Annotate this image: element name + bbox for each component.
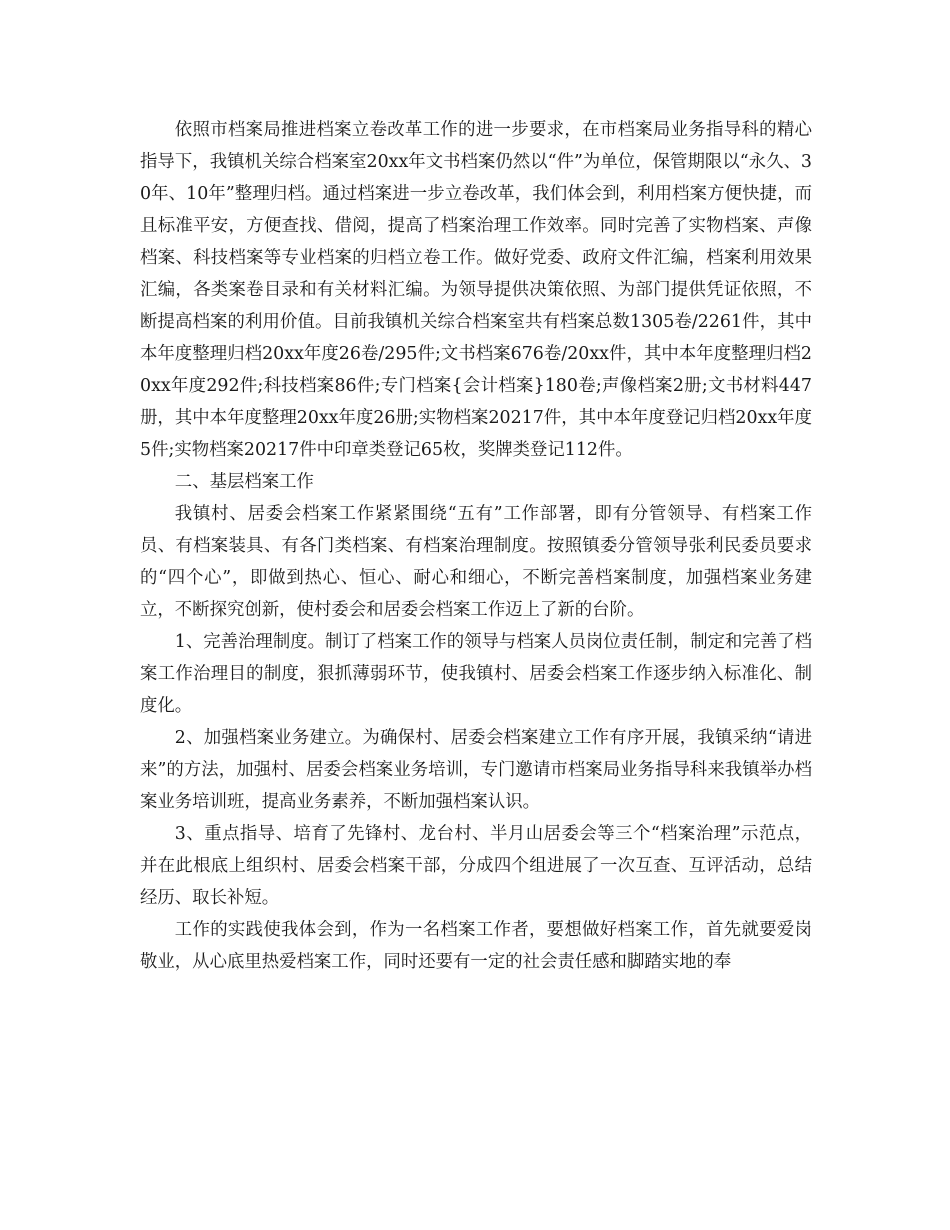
section-heading-grassroots-archives: 二、基层档案工作 xyxy=(174,472,314,492)
document-body xyxy=(140,114,812,978)
paragraph-item-2-business-building: 2、加强档案业务建立。为确保村、居委会档案建立工作有序开展，我镇采纳“请进来”的方法，加强村、居委会档案业务培训，专门邀请市档案局业务指导科来我镇举办档案业务培训班，提高业务素养，不断加强档案认识。 xyxy=(140,728,812,812)
paragraph-five-haves: 我镇村、居委会档案工作紧紧围绕“五有”工作部署，即有分管领导、有档案工作员、有档案装具、有各门类档案、有档案治理制度。按照镇委分管领导张利民委员要求的“四个心”，即做到热心、恒心、耐心和细心，不断完善档案制度，加强档案业务建立，不断探究创新，使村委会和居委会档案工作迈上了新的台阶。 xyxy=(140,504,812,620)
paragraph-item-3-demonstration-sites: 3、重点指导、培育了先锋村、龙台村、半月山居委会等三个“档案治理”示范点，并在此根底上组织村、居委会档案干部，分成四个组进展了一次互查、互评活动，总结经历、取长补短。 xyxy=(140,824,812,908)
paragraph-item-1-management-system: 1、完善治理制度。制订了档案工作的领导与档案人员岗位责任制，制定和完善了档案工作治理目的制度，狠抓薄弱环节，使我镇村、居委会档案工作逐步纳入标准化、制度化。 xyxy=(140,632,812,716)
paragraph-work-experience: 工作的实践使我体会到，作为一名档案工作者，要想做好档案工作，首先就要爱岗敬业，从心底里热爱档案工作，同时还要有一定的社会责任感和脚踏实地的奉 xyxy=(140,920,812,972)
paragraph-archive-reform: 依照市档案局推进档案立卷改革工作的进一步要求，在市档案局业务指导科的精心指导下，我镇机关综合档案室20xx年文书档案仍然以“件”为单位，保管期限以“永久、30年、10年”整理归档。通过档案进一步立卷改革，我们体会到，利用档案方便快捷，而且标准平安，方便查找、借阅，提高了档案治理工作效率。同时完善了实物档案、声像档案、科技档案等专业档案的归档立卷工作。做好党委、政府文件汇编，档案利用效果汇编，各类案卷目录和有关材料汇编。为领导提供决策依照、为部门提供凭证依照，不断提高档案的利用价值。目前我镇机关综合档案室共有档案总数1305卷/2261件，其中本年度整理归档20xx年度26卷/295件;文书档案676卷/20xx件，其中本年度整理归档20xx年度292件;科技档案86件;专门档案{会计档案}180卷;声像档案2册;文书材料447册，其中本年度整理20xx年度26册;实物档案20217件，其中本年度登记归档20xx年度5件;实物档案20217件中印章类登记65枚，奖牌类登记112件。 xyxy=(140,120,812,460)
